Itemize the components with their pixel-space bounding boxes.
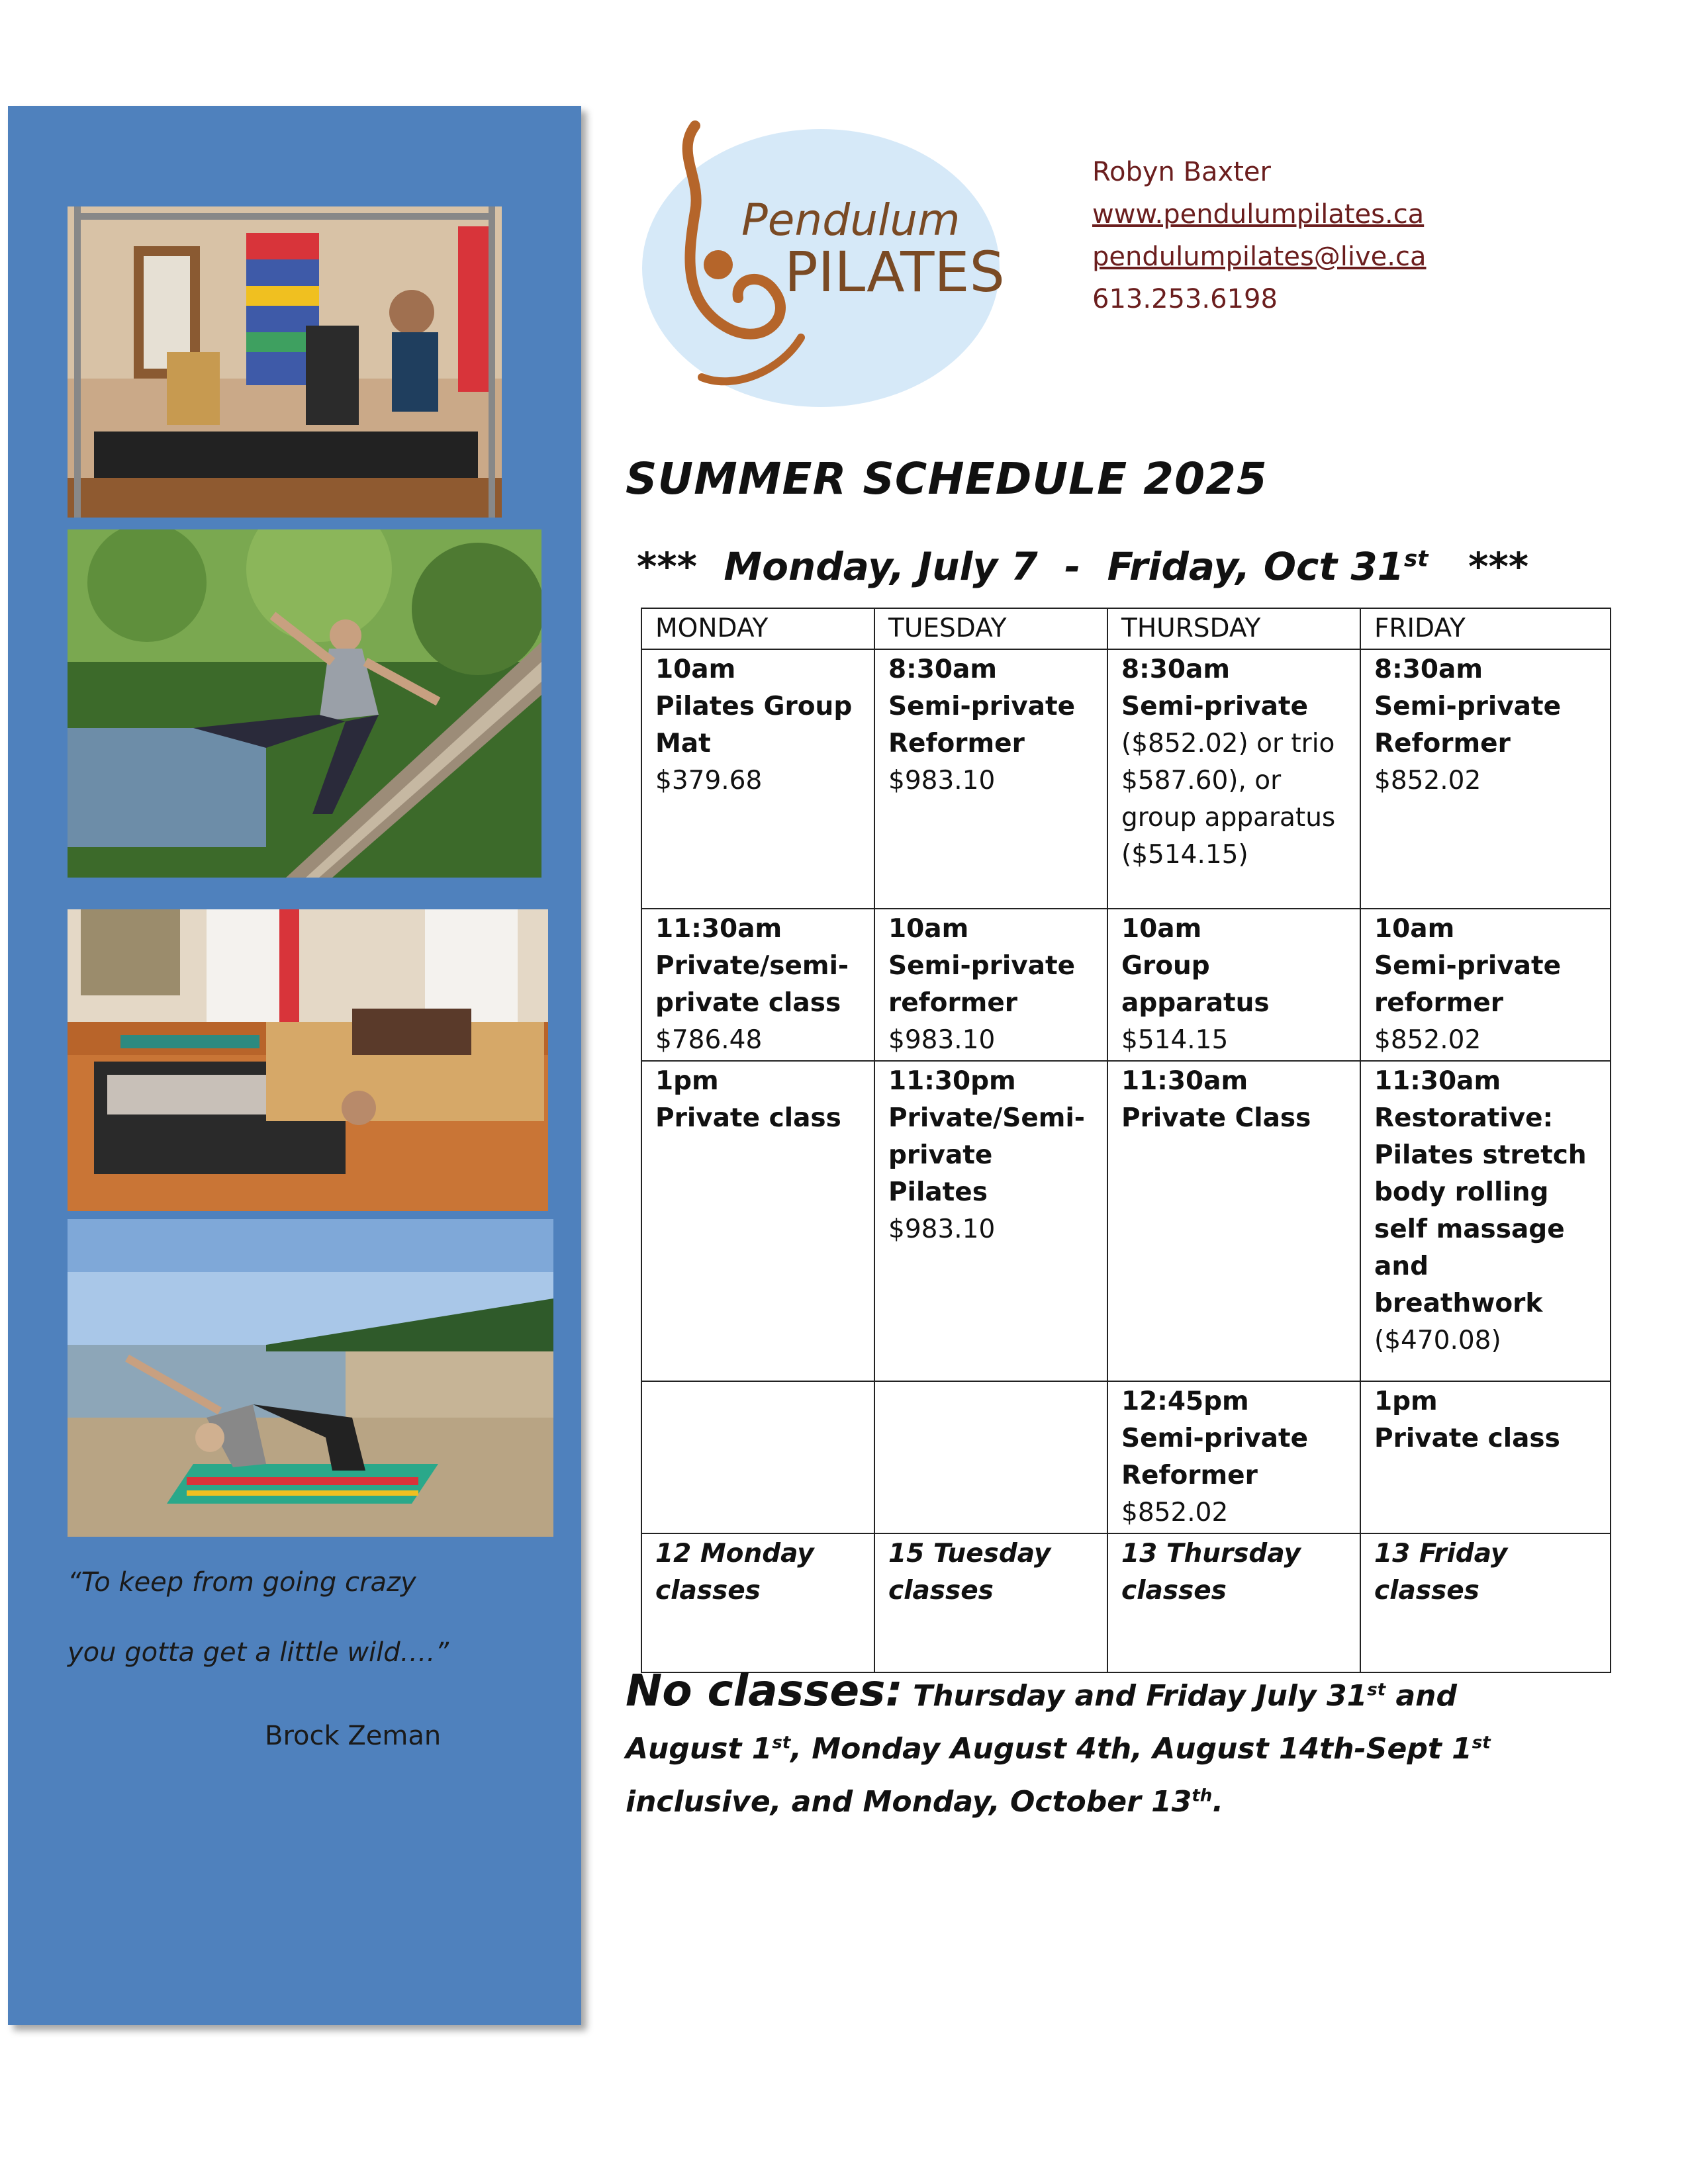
- class-cell: [1107, 909, 1360, 1061]
- photo-studio-cadillac: [68, 206, 502, 518]
- class-title: Private class: [1374, 1424, 1560, 1453]
- date-range: [637, 544, 1528, 589]
- class-title: Restorative: Pilates stretch body rolling self massage and breathwork: [1374, 1103, 1587, 1318]
- class-price: $983.10: [888, 1214, 996, 1244]
- class-time: 8:30am: [1121, 655, 1230, 684]
- class-time: 11:30pm: [888, 1066, 1016, 1096]
- class-time: 11:30am: [1374, 1066, 1501, 1096]
- header-tuesday: TUESDAY: [874, 608, 1107, 649]
- class-cell: [1107, 1061, 1360, 1381]
- class-cell: [641, 649, 874, 909]
- date-range-tail: ***: [1428, 544, 1529, 589]
- class-title: Semi-private reformer: [888, 951, 1076, 1018]
- class-time: 1pm: [1374, 1387, 1438, 1416]
- class-price: ($470.08): [1374, 1326, 1501, 1355]
- class-cell: [641, 909, 874, 1061]
- class-cell: [874, 909, 1107, 1061]
- class-title: Semi-private Reformer: [888, 692, 1076, 758]
- class-time: 10am: [888, 914, 969, 944]
- class-time: 1pm: [655, 1066, 719, 1096]
- header-friday: FRIDAY: [1360, 608, 1611, 649]
- total-monday: 12 Monday classes: [641, 1533, 874, 1672]
- class-price: $852.02: [1374, 766, 1481, 796]
- photo-beach-pose: [68, 1219, 553, 1537]
- class-price: $786.48: [655, 1025, 763, 1055]
- class-title: Private/Semi-private Pilates: [888, 1103, 1085, 1207]
- class-title: Private Class: [1121, 1103, 1311, 1133]
- class-time: 8:30am: [888, 655, 997, 684]
- class-cell: [874, 1061, 1107, 1381]
- quote-author: Brock Zeman: [265, 1721, 442, 1751]
- date-range-suffix: st: [1404, 545, 1429, 572]
- class-cell-empty: [874, 1381, 1107, 1533]
- class-time: 8:30am: [1374, 655, 1483, 684]
- class-price: $983.10: [888, 766, 996, 796]
- class-time: 11:30am: [655, 914, 782, 944]
- class-time: 10am: [1121, 914, 1202, 944]
- no-classes-part: inclusive, and Monday, October 13: [626, 1785, 1192, 1819]
- contact-phone: 613.253.6198: [1092, 284, 1278, 314]
- class-cell: [874, 649, 1107, 909]
- photo-reformer-room: [68, 909, 548, 1211]
- class-title: Private class: [655, 1103, 841, 1133]
- page-title: SUMMER SCHEDULE 2025: [626, 453, 1268, 504]
- class-title: Private/semi-private class: [655, 951, 849, 1018]
- schedule-table: [641, 608, 1611, 1673]
- total-tuesday: 15 Tuesday classes: [874, 1533, 1107, 1672]
- class-cell: [1107, 649, 1360, 909]
- class-price: ($852.02) or trio $587.60), or group apparatus ($514.15): [1121, 729, 1336, 870]
- class-title: Semi-private Reformer: [1374, 692, 1562, 758]
- no-classes-sup: st: [1367, 1680, 1386, 1700]
- total-friday: 13 Friday classes: [1360, 1533, 1611, 1672]
- class-cell: [641, 1061, 874, 1381]
- no-classes-sup: th: [1192, 1786, 1213, 1806]
- total-thursday: 13 Thursday classes: [1107, 1533, 1360, 1672]
- class-cell: [1360, 1381, 1611, 1533]
- class-cell: [1107, 1381, 1360, 1533]
- class-cell: [1360, 649, 1611, 909]
- pendulum-pilates-logo: [622, 99, 1019, 424]
- class-price: $852.02: [1121, 1498, 1229, 1527]
- class-cell: [1360, 909, 1611, 1061]
- class-title: Semi-private Reformer: [1121, 1424, 1309, 1490]
- logo-text-pendulum: Pendulum: [741, 195, 961, 246]
- class-title: Group apparatus: [1121, 951, 1270, 1018]
- website-link[interactable]: www.pendulumpilates.ca: [1092, 199, 1425, 230]
- no-classes-label: No classes:: [626, 1665, 903, 1716]
- email-link[interactable]: pendulumpilates@live.ca: [1092, 242, 1427, 272]
- class-price: $983.10: [888, 1025, 996, 1055]
- class-time: 10am: [1374, 914, 1455, 944]
- logo-text-pilates: PILATES: [784, 240, 1005, 304]
- photo-forest-log: [68, 529, 541, 878]
- class-price: $379.68: [655, 766, 763, 796]
- class-price: $852.02: [1374, 1025, 1481, 1055]
- header-thursday: THURSDAY: [1107, 608, 1360, 649]
- no-classes-part: , Monday August 4th, August 14th-Sept 1: [790, 1732, 1472, 1766]
- class-price: $514.15: [1121, 1025, 1229, 1055]
- contact-name: Robyn Baxter: [1092, 157, 1271, 187]
- class-title: Semi-private reformer: [1374, 951, 1562, 1018]
- no-classes-part: .: [1212, 1785, 1224, 1819]
- class-time: 10am: [655, 655, 736, 684]
- no-classes-part: Thursday and Friday July 31: [902, 1679, 1368, 1713]
- class-title: Semi-private: [1121, 692, 1309, 721]
- class-time: 11:30am: [1121, 1066, 1248, 1096]
- no-classes-note: [626, 1664, 1552, 1829]
- header-monday: MONDAY: [641, 608, 874, 649]
- class-time: 12:45pm: [1121, 1387, 1249, 1416]
- date-range-text: *** Monday, July 7 - Friday, Oct 31: [637, 544, 1405, 589]
- class-cell: [1360, 1061, 1611, 1381]
- class-title: Pilates Group Mat: [655, 692, 853, 758]
- contact-block: [1092, 151, 1427, 320]
- quote-line-1: “To keep from going crazy: [68, 1567, 416, 1598]
- quote-line-2: you gotta get a little wild….”: [68, 1637, 449, 1668]
- no-classes-sup: st: [1472, 1733, 1491, 1753]
- no-classes-sup: st: [772, 1733, 791, 1753]
- no-classes-part: and August 1: [626, 1679, 1457, 1766]
- class-cell-empty: [641, 1381, 874, 1533]
